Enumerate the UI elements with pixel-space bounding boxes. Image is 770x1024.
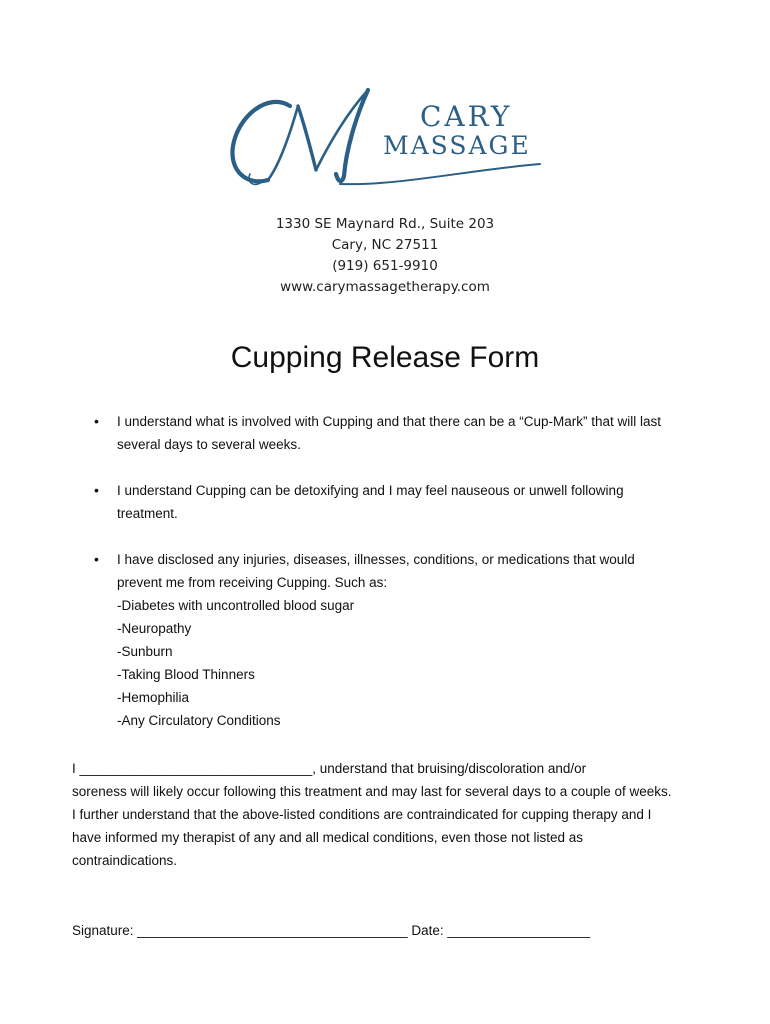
phone-number: (919) 651-9910 (332, 258, 438, 274)
acknowledgement-line: I further understand that the above-listed conditions are contraindicated for cupping therapy and I (72, 807, 652, 822)
acknowledgement-line: I _______________________________, understand that bruising/discoloration and/or (72, 761, 587, 776)
address-line-1: 1330 SE Maynard Rd., Suite 203 (275, 216, 495, 232)
address-line-2: Cary, NC 27511 (331, 237, 439, 253)
bullet-dot-icon: • (94, 413, 99, 429)
condition-item: -Any Circulatory Conditions (117, 713, 281, 728)
form-title: Cupping Release Form (230, 341, 540, 374)
condition-item: -Hemophilia (117, 690, 190, 705)
condition-item: -Diabetes with uncontrolled blood sugar (117, 598, 355, 613)
bullet-line: several days to several weeks. (117, 437, 301, 452)
bullet-line: I have disclosed any injuries, diseases, illnesses, conditions, or medications that would (117, 552, 635, 567)
condition-item: -Sunburn (117, 644, 173, 659)
logo-text-massage: MASSAGE (383, 131, 531, 160)
acknowledgement-line: contraindications. (72, 853, 178, 868)
cary-massage-logo (228, 84, 548, 192)
condition-item: -Taking Blood Thinners (117, 667, 255, 682)
acknowledgement-paragraph (72, 757, 712, 872)
bullet-line: I understand what is involved with Cupping and that there can be a “Cup-Mark” that will last (117, 414, 662, 429)
acknowledgement-line: have informed my therapist of any and all medical conditions, even those not listed as (72, 830, 584, 845)
bullet-line: I understand Cupping can be detoxifying and I may feel nauseous or unwell following (117, 483, 624, 498)
signature-date-line: Signature: ____________________________________ Date: ___________________ (72, 923, 591, 938)
bullet-dot-icon: • (94, 482, 99, 498)
acknowledgement-line: soreness will likely occur following this treatment and may last for several days to a couple of weeks. (72, 784, 672, 799)
contact-block (0, 214, 770, 298)
logo-text-cary: CARY (420, 100, 513, 133)
bullet-line: prevent me from receiving Cupping. Such as: (117, 575, 388, 590)
condition-item: -Neuropathy (117, 621, 192, 636)
bullet-line: treatment. (117, 506, 178, 521)
website-url: www.carymassagetherapy.com (280, 279, 490, 295)
bullet-dot-icon: • (94, 551, 99, 567)
